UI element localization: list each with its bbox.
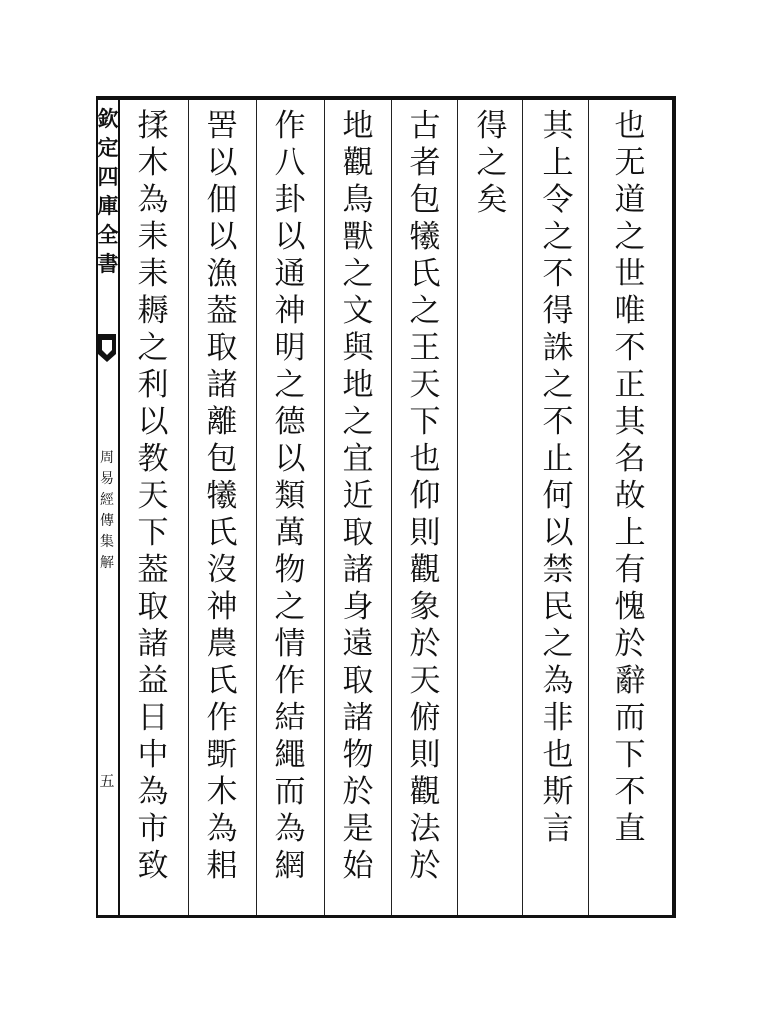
column-rule <box>188 100 189 915</box>
frame-right-border <box>672 96 676 918</box>
page-number: 五 <box>99 772 115 790</box>
text-column-6: 作八卦以通神明之德以類萬物之情作結繩而為網 <box>274 108 306 884</box>
text-column-8: 揉木為耒耒耨之利以教天下葢取諸益日中為市致 <box>137 108 169 884</box>
frame-bottom-border <box>96 915 676 918</box>
fishtail-mark-icon <box>97 332 117 364</box>
collection-title: 欽定四庫全書 <box>97 106 119 276</box>
text-column-5: 地觀鳥獸之文與地之宜近取諸身遠取諸物於是始 <box>342 108 374 884</box>
column-rule <box>522 100 523 915</box>
book-title: 周易經傳集解 <box>100 450 114 571</box>
text-column-2: 其上令之不得誅之不止何以禁民之為非也斯言 <box>542 108 574 847</box>
column-rule <box>391 100 392 915</box>
frame-top-border <box>96 96 676 100</box>
column-rule <box>457 100 458 915</box>
column-rule <box>588 100 589 915</box>
text-column-7: 罟以佃以漁葢取諸離包犧氏沒神農氏作斲木為耜 <box>206 108 238 884</box>
text-column-3: 得之矣 <box>476 108 508 218</box>
column-rule <box>256 100 257 915</box>
text-column-4: 古者包犧氏之王天下也仰則觀象於天俯則觀法於 <box>409 108 441 884</box>
text-column-1: 也无道之世唯不正其名故上有愧於辭而下不直 <box>614 108 646 847</box>
column-rule <box>324 100 325 915</box>
